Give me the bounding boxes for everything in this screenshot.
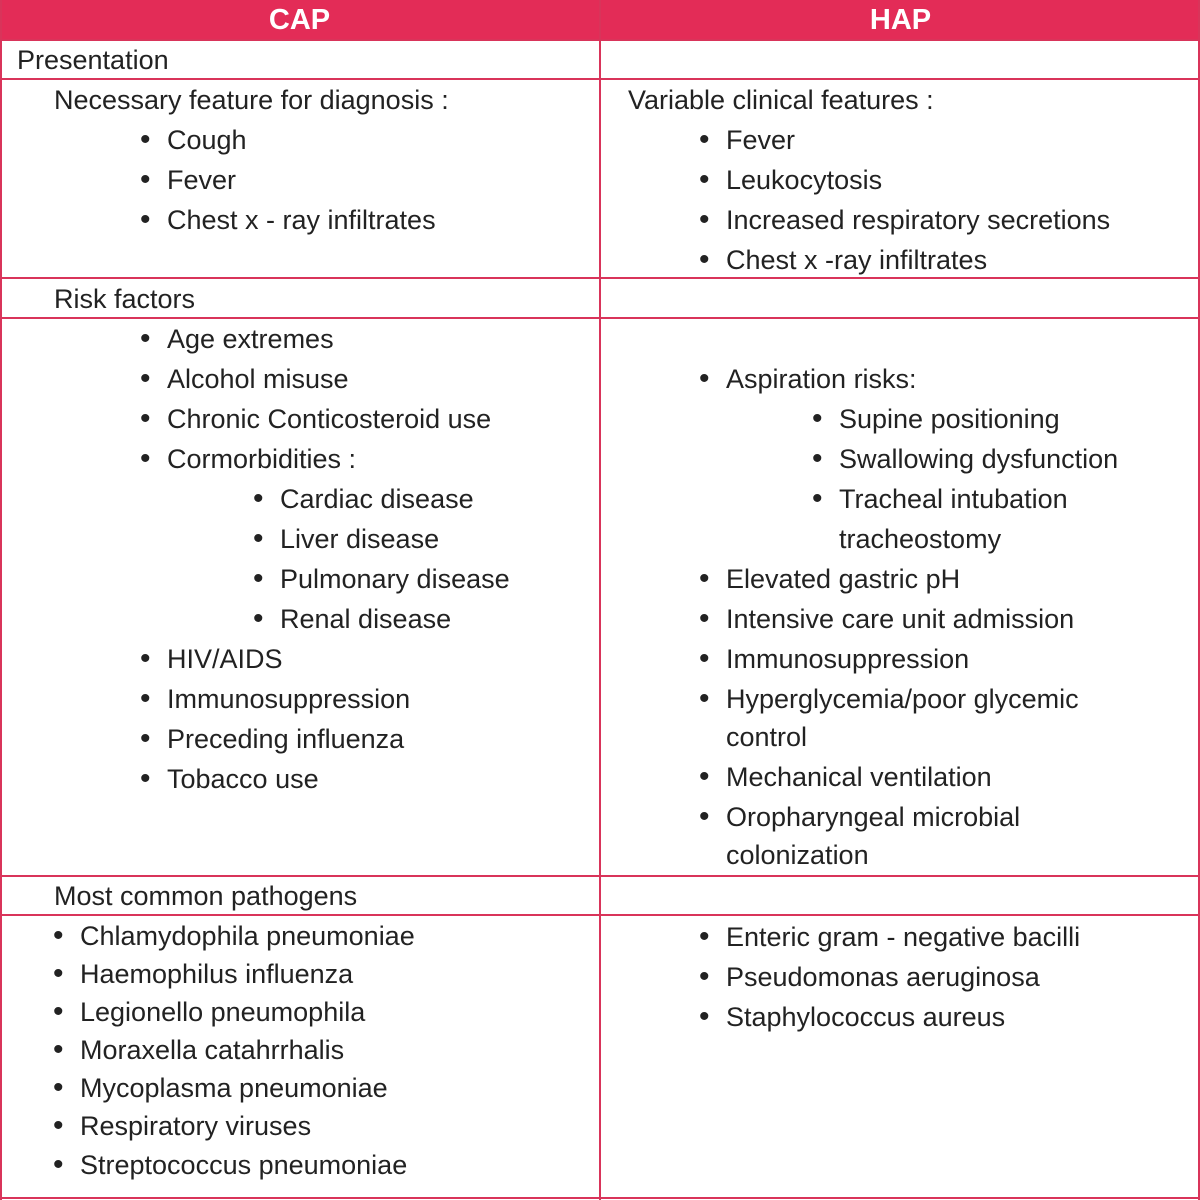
list-item: • Cormorbidities :: [167, 439, 356, 479]
cap-diagnosis-heading: Necessary feature for diagnosis :: [54, 85, 449, 115]
list-item: • Elevated gastric pH: [726, 559, 960, 599]
list-item: • Swallowing dysfunction: [839, 439, 1118, 479]
column-divider: [599, 0, 601, 1200]
section-risk-factors: Risk factors: [54, 284, 196, 314]
cap-column-header: CAP: [0, 0, 599, 40]
list-item: • Tobacco use: [167, 759, 319, 799]
list-item: • Aspiration risks:: [726, 359, 917, 399]
list-item: • Chest x - ray infiltrates: [167, 200, 436, 240]
list-item: • Fever: [167, 160, 236, 200]
list-item: • Mycoplasma pneumoniae: [80, 1068, 388, 1108]
list-item: • Alcohol misuse: [167, 359, 349, 399]
list-item: • Increased respiratory secretions: [726, 200, 1110, 240]
table-left-border: [0, 0, 2, 1200]
list-item: • Legionello pneumophila: [80, 992, 365, 1032]
list-item: • Immunosuppression: [726, 639, 969, 679]
list-item: • Cardiac disease: [280, 479, 474, 519]
list-item: • Oropharyngeal microbial: [726, 797, 1020, 837]
list-item: • Mechanical ventilation: [726, 757, 992, 797]
hap-column-header: HAP: [601, 0, 1200, 40]
list-item: • Fever: [726, 120, 795, 160]
list-item-continuation: control: [726, 722, 808, 752]
list-item: • Enteric gram - negative bacilli: [726, 917, 1080, 957]
list-item: • Age extremes: [167, 319, 334, 359]
list-item: • Pulmonary disease: [280, 559, 510, 599]
list-item: • Intensive care unit admission: [726, 599, 1074, 639]
hap-clinical-heading: Variable clinical features :: [628, 85, 934, 115]
section-presentation: Presentation: [17, 45, 169, 75]
list-item: • Tracheal intubation: [839, 479, 1068, 519]
list-item: • Staphylococcus aureus: [726, 997, 1005, 1037]
section-pathogens: Most common pathogens: [54, 881, 358, 911]
list-item: • Chlamydophila pneumoniae: [80, 916, 415, 956]
list-item: • Hyperglycemia/poor glycemic: [726, 679, 1079, 719]
list-item: • HIV/AIDS: [167, 639, 283, 679]
list-item-continuation: colonization: [726, 840, 869, 870]
list-item: • Pseudomonas aeruginosa: [726, 957, 1040, 997]
list-item-continuation: tracheostomy: [839, 524, 1002, 554]
list-item: • Respiratory viruses: [80, 1106, 311, 1146]
list-item: • Chronic Conticosteroid use: [167, 399, 491, 439]
list-item: • Haemophilus influenza: [80, 954, 353, 994]
list-item: • Leukocytosis: [726, 160, 882, 200]
list-item: • Chest x -ray infiltrates: [726, 240, 987, 280]
list-item: • Renal disease: [280, 599, 451, 639]
list-item: • Preceding influenza: [167, 719, 404, 759]
list-item: • Streptococcus pneumoniae: [80, 1145, 407, 1185]
list-item: • Immunosuppression: [167, 679, 410, 719]
list-item: • Supine positioning: [839, 399, 1060, 439]
list-item: • Cough: [167, 120, 247, 160]
list-item: • Liver disease: [280, 519, 439, 559]
list-item: • Moraxella catahrrhalis: [80, 1030, 344, 1070]
